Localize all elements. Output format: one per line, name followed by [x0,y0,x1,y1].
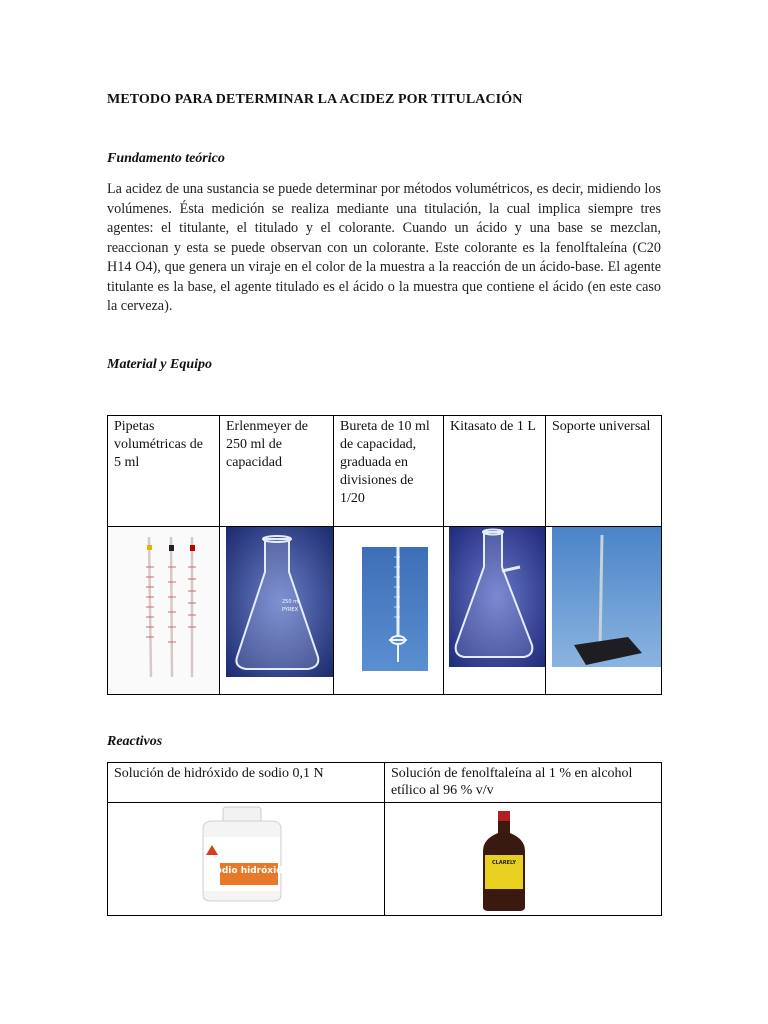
svg-text:250 ml: 250 ml [282,599,300,605]
equipment-label-bureta: Bureta de 10 ml de capacidad, graduada en divisiones de 1/20 [334,416,444,527]
equipment-label-erlenmeyer: Erlenmeyer de 250 ml de capacidad [220,416,334,527]
reagents-image-row [108,803,662,916]
reagent-label-fenolftaleina: Solución de fenolftaleína al 1 % en alcohol etílico al 96 % v/v [385,763,662,803]
equipment-table [107,415,662,695]
pipettes-photo [108,527,220,695]
equipment-label-kitasato: Kitasato de 1 L [444,416,546,527]
equipment-label-row [108,416,662,527]
equipment-image-row [108,527,662,695]
material-heading: Material y Equipo [107,357,213,372]
reagent-label-naoh: Solución de hidróxido de sodio 0,1 N [108,763,385,803]
equipment-label-soporte: Soporte universal [546,416,662,527]
reagents-table [107,762,662,916]
reactivos-heading: Reactivos [107,734,163,749]
naoh-product-label: Sodio hidróxido [209,866,289,876]
fundamento-paragraph: La acidez de una sustancia se puede determinar por métodos volumétricos, es decir, midiendo los volúmenes. Ésta medición se realiza mediante una titulación, la cual implica siempre tres agentes: el titulante, el titulado y el colorante. Cuando un ácido y una base se mezclan, reaccionan y esta se puede observan con un colorante. Este colorante es la fenolftaleína (C20 H14 O4), que genera un viraje en el color de la muestra a la reacción de un ácido-base. El agente titulante es la base, el agente titulado es el ácido o la muestra que contiene el ácido (en este caso la cerveza). [107,181,661,314]
sodium-hydroxide-bottle-photo [108,803,385,916]
lab-stand-photo [546,527,662,695]
svg-text:PYREX: PYREX [282,607,299,613]
kitasato-flask-photo [444,527,546,695]
burette-photo [334,527,444,695]
fundamento-heading: Fundamento teórico [107,151,225,166]
page-title: METODO PARA DETERMINAR LA ACIDEZ POR TITULACIÓN [107,92,523,107]
phenolphthalein-bottle-photo [385,803,662,916]
reagents-label-row [108,763,662,803]
equipment-label-pipetas: Pipetas volumétricas de 5 ml [108,416,220,527]
erlenmeyer-flask-photo [220,527,334,695]
phenolphthalein-product-label: CLARELY [491,860,517,866]
